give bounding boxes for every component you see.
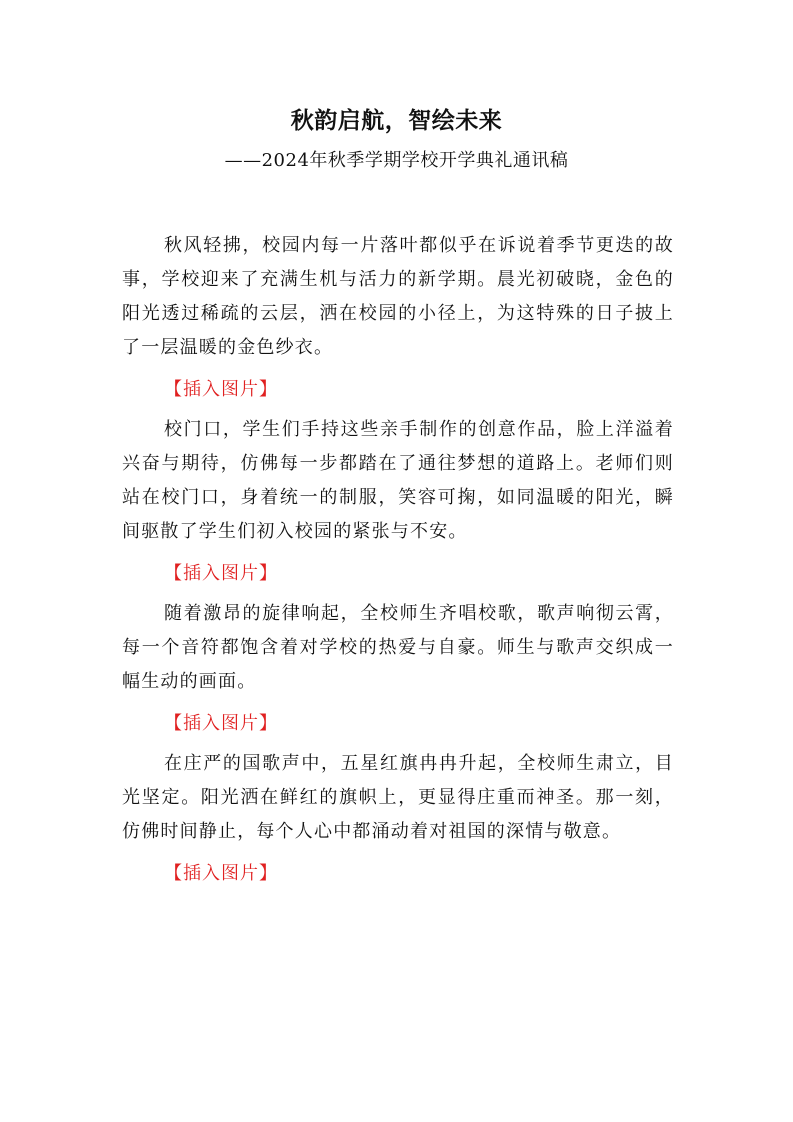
document-subtitle: ——2024年秋季学期学校开学典礼通讯稿 <box>224 150 569 171</box>
insert-image-marker-4: 【插入图片】 <box>164 863 278 884</box>
document-body <box>122 229 674 891</box>
paragraph-1: 秋风轻拂，校园内每一片落叶都似乎在诉说着季节更迭的故事，学校迎来了充满生机与活力的新学期。晨光初破晓，金色的阳光透过稀疏的云层，洒在校园的小径上，为这特殊的日子披上了一层温暖的金色纱衣。 <box>122 235 674 358</box>
paragraph-4: 在庄严的国歌声中，五星红旗冉冉升起，全校师生肃立，目光坚定。阳光洒在鲜红的旗帜上，更显得庄重而神圣。那一刻，仿佛时间静止，每个人心中都涌动着对祖国的深情与敬意。 <box>122 753 674 842</box>
insert-image-marker-2: 【插入图片】 <box>164 563 278 584</box>
paragraph-2: 校门口，学生们手持这些亲手制作的创意作品，脸上洋溢着兴奋与期待，仿佛每一步都踏在了通往梦想的道路上。老师们则站在校门口，身着统一的制服，笑容可掬，如同温暖的阳光，瞬间驱散了学生们初入校园的紧张与不安。 <box>122 419 674 542</box>
document-title: 秋韵启航，智绘未来 <box>290 108 503 134</box>
insert-image-marker-1: 【插入图片】 <box>164 379 278 400</box>
insert-image-marker-3: 【插入图片】 <box>164 713 278 734</box>
paragraph-3: 随着激昂的旋律响起，全校师生齐唱校歌，歌声响彻云霄，每一个音符都饱含着对学校的热爱与自豪。师生与歌声交织成一幅生动的画面。 <box>122 603 674 692</box>
